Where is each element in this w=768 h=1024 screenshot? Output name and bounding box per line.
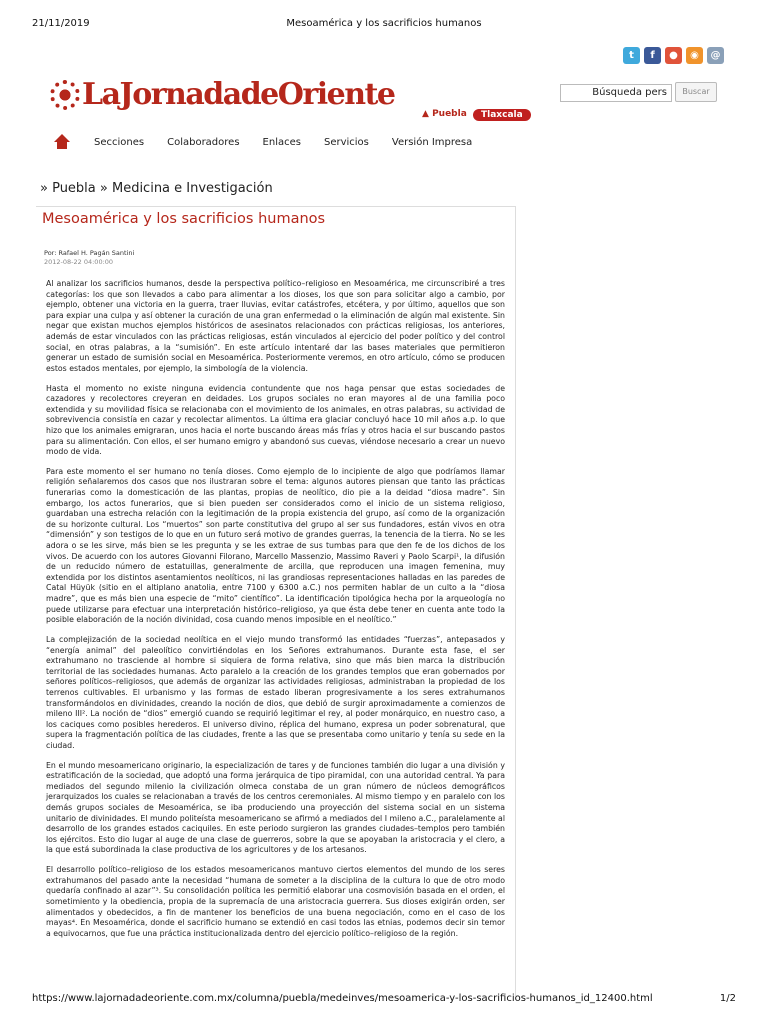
article-paragraph: Al analizar los sacrificios humanos, desde la perspectiva político–religioso en Mesoamérica, me circunscribiré a tres categorías: los que son llevados a cabo para alimentar a los dioses, los que son para solicitar algo a cambio, por ejemplo, obtener una victoria en la guerra, traer lluvias, evitar catástrofes, etcétera, y por último, aquellos que son para expiar una culpa y así obtener la curación de una gran enfermedad o la eliminación de algún mal existente. Sin negar que existan muchos ejemplos históricos de asesinatos relacionados con prácticas religiosas, los anteriores, además de estar vinculados con las prácticas religiosas, están vinculados al ejercicio del poder político y del control social, en otras palabras, a la “sumisión”. En este artículo intentaré dar las bases materiales que permitieron generar un estado de sumisión social en Mesoamérica. Posteriormente veremos, en otro artículo, cómo se producen estos estados mentales, por ejemplo, la simbología de la violencia. [46,279,505,373]
site-logo[interactable] [50,77,395,112]
region-tlaxcala-label: Tlaxcala [481,110,523,120]
email-icon[interactable]: @ [707,47,724,64]
article-paragraph: Para este momento el ser humano no tenía dioses. Como ejemplo de lo incipiente de algo que podríamos llamar religión señalaremos dos casos que nos ilustraran sobre el tema: algunos autores piensan que tanto las prácticas funerarias como la domesticación de las plantas, propias de neolítico, dio pie a la deidad “diosa madre”. Sin embargo, los actos funerarios, que si bien pueden ser considerados como el inicio de un sistema religioso, guardaban una estrecha relación con la legitimación de la propia existencia del grupo, así como de la organización de su horizonte cultural. Los “muertos” son parte constitutiva del grupo al ser sus fundadores, están vivos en otra “dimensión” y son testigos de lo que en un futuro será motivo de grandes guerras, la tenencia de la tierra. No se les adora o se les sirve, más bien se les pregunta y se les extrae de sus tumbas para que den fe de los dichos de los vivos. De acuerdo con los autores Giovanni Filorano, Marcello Massenzio, Massimo Raveri y Paolo Scarpi¹, la difusión de un reducido número de estatuillas, generalmente de arcilla, que reproducen una imagen femenina, muy extendida por los distintos asentamientos neolíticos, ni las grandiosas representaciones halladas en las paredes de Catal Hüyük (sitio en el altiplano anatolia, entre 7100 y 6300 a.C.) nos permiten hablar de un culto a la “diosa madre”, que es más bien una especie de “mito” científico”. La identificación tipológica hecha por la arqueología no puede utilizarse para efectuar una interpretación histórico–religioso, ya que ésta debe tener en cuenta ante todo la posible elaboración de la noción divinidad, cosa cuando menos imposible en el neolítico.” [46,466,505,625]
region-puebla-label: Puebla [432,109,467,119]
page-number: 1/2 [719,993,736,1004]
nav-colaboradores[interactable]: Colaboradores [167,136,240,148]
search-input[interactable]: Búsqueda pers [560,84,672,102]
search-button[interactable]: Buscar [675,82,717,102]
nav-version-impresa[interactable]: Versión Impresa [391,136,473,148]
article-paragraph: La complejización de la sociedad neolítica en el viejo mundo transformó las entidades “fuerzas”, antepasados y “energía animal” del paleolítico convirtiéndolas en los Señores extrahumanos. Durante esta fase, el ser extrahumano no trasciende al hombre si siquiera de forma relativa, sino que más bien marca la distribución territorial de las sociedades humanas. Acto paralelo a la creación de los grandes templos que eran gobernados por señores políticos–religiosos, que además de organizar las actividades religiosas, administraban la propiedad de los terrenos cultivables. El urbanismo y las formas de estado liberan progresivamente a los seres extrahumanos transformándolos en divinidades, creando la noción de dios, que debió de surgir aproximadamente a comienzos de mileno III². La noción de “dios” emergió cuando se requirió legitimar el rey, al poder monárquico, en nuestro caso, a los caciques como posibles herederos. El universo divino, réplica del humano, expresa un poder sobrenatural, que supera la fragmentación política de las ciudades, frente a las que se presentaba como unitario y tenía su sede en la ciudad. [46,634,505,750]
facebook-icon[interactable]: f [644,47,661,64]
twitter-icon[interactable]: t [623,47,640,64]
breadcrumb[interactable]: » Puebla » Medicina e Investigación [40,181,273,196]
article-paragraph: Hasta el momento no existe ninguna evidencia contundente que nos haga pensar que estas sociedades de cazadores y recolectores creyeran en deidades. Los grupos sociales no eran mayores al de una familia poco extendida y su movilidad física se relacionaba con el movimiento de los animales, en otras palabras, su actividad de sobrevivencia consistía en cazar y recolectar alimentos. La última era glaciar concluyó hace 10 mil años a.p. lo que hizo que los animales emigraran, unos hacia el norte buscando áreas más frías y otros hacia el sur buscando pastos para su alimentación. Con ellos, el ser humano emigro y abandonó sus cuevas, viéndose necesario a crear un nuevo modo de vida. [46,383,505,457]
article-title: Mesoamérica y los sacrificios humanos [42,211,326,227]
main-nav [54,132,495,152]
article-paragraph: El desarrollo político–religioso de los estados mesoamericanos mantuvo ciertos elementos del mundo de los seres extrahumanos del pasado ante la necesidad “humana de someter a la disciplina de la cultura lo que de otro modo quedaría confinado al azar”³. Su consolidación política les permitió elaborar una cosmovisión basada en el orden, el sometimiento y la obediencia, propia de la supremacía de una aristocracia guerrera. Sus dioses exigirán orden, ser alimentados y obedecidos, a fin de mantener los beneficios de una buena negociación, como en el caso de los mayas⁴. En Mesoamérica, donde el sacrificio humano se extendió en casi todos las etnias, podemos decir sin temor a equivocarnos, que fue una práctica institucionalizada dentro del ejercicio político–religioso de la región. [46,865,505,938]
chat-icon[interactable]: ● [665,47,682,64]
nav-secciones[interactable]: Secciones [94,136,145,148]
print-header [32,18,736,32]
social-icons [623,47,724,64]
article-paragraph: En el mundo mesoamericano originario, la especialización de tares y de funciones también dio lugar a una división y estratificación de la sociedad, que adoptó una forma jerárquica de tipo piramidal, con una autoridad central. Ya para mediados del segundo milenio la civilización olmeca constaba de un gran número de núcleos demográficos jerarquizados los cuales se relacionaban a través de los centros ceremoniales. Al mismo tiempo y en paralelo con los demás grupos sociales de Mesoamérica, se iba produciendo una proyección del sistema social en un sistema unitario de divinidades. El mundo politeísta mesoamericano se afirmó a mediados del I mileno a.C., paralelamente al desarrollo de los grandes estados caciquiles. En este periodo surgieron las grandes ciudades–templos pero también los ejércitos. Esto dio lugar al auge de una clase de guerreros, sobre la que se apoyaban la aristocracia y el clero, a la que está subordinada la clase productiva de los agricultores y de los artesanos. [46,760,505,855]
article [36,206,516,996]
print-footer [32,993,736,1004]
nav-servicios[interactable]: Servicios [323,136,369,148]
rss-icon[interactable]: ◉ [686,47,703,64]
article-body [46,279,505,939]
sun-logo-icon [50,80,80,110]
page-url: https://www.lajornadadeoriente.com.mx/columna/puebla/medeinves/mesoamerica-y-los-sacrificios-humanos_id_12400.html [32,993,653,1004]
region-tlaxcala-link[interactable] [473,109,531,121]
home-icon[interactable] [54,134,70,150]
region-puebla-link[interactable]: ▲ Puebla [422,109,467,119]
article-timestamp: 2012-08-22 04:00:00 [44,258,114,266]
print-date: 21/11/2019 [32,18,90,29]
article-byline: Por: Rafael H. Pagán Santini [44,249,135,257]
nav-enlaces[interactable]: Enlaces [262,136,301,148]
logo-text: LaJornadadeOriente [82,77,395,112]
print-title: Mesoamérica y los sacrificios humanos [286,18,482,29]
